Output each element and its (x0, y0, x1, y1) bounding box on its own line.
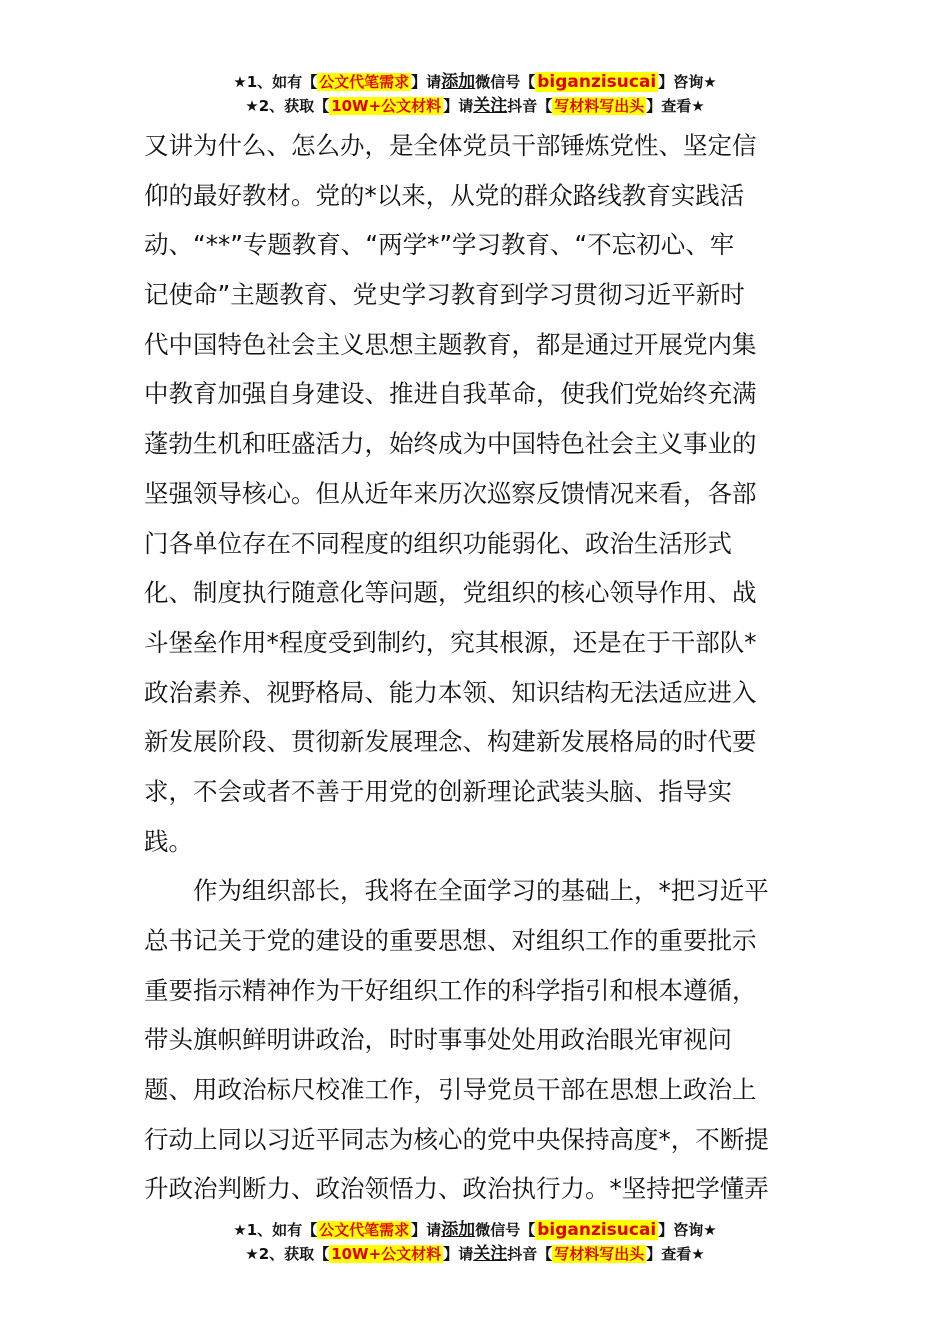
banner-line-2 (0, 1242, 950, 1266)
banner-highlight: 10W+公文材料 (331, 1245, 442, 1263)
banner-highlight: 10W+公文材料 (331, 97, 442, 115)
text-line: 化、制度执行随意化等问题，党组织的核心领导作用、战 (144, 578, 757, 608)
text-line: 记使命”主题教育、党史学习教育到学习贯彻习近平新时 (144, 280, 745, 310)
text-line: 蓬勃生机和旺盛活力，始终成为中国特色社会主义事业的 (144, 429, 757, 459)
banner-text: ★1、如有【 (233, 1221, 318, 1239)
text-line: 中教育加强自身建设、推进自我革命，使我们党始终充满 (144, 379, 757, 409)
text-line: 代中国特色社会主义思想主题教育，都是通过开展党内集 (144, 329, 757, 359)
text-line: 又讲为什么、怎么办，是全体党员干部锤炼党性、坚定信 (144, 131, 757, 160)
banner-text: 】请 (411, 73, 442, 91)
paragraph-1 (144, 121, 808, 866)
banner-underlined: 添加 (441, 72, 476, 92)
banner-text: 】咨询★ (658, 73, 717, 91)
banner-text: 】请 (443, 97, 474, 115)
text-line: 坚强领导核心。但从近年来历次巡察反馈情况来看，各部 (144, 478, 757, 508)
text-line: 新发展阶段、贯彻新发展理念、构建新发展格局的时代要 (144, 727, 757, 757)
banner-highlight-douyin: 写材料写出头 (554, 97, 645, 115)
banner-highlight: 公文代笔需求 (319, 1221, 410, 1239)
banner-line-1 (0, 1218, 950, 1242)
text-line: 带头旗帜鲜明讲政治，时时事事处处用政治眼光审视问 (144, 1025, 732, 1055)
banner-text: ★2、获取【 (245, 97, 330, 115)
banner-text: 】请 (411, 1221, 442, 1239)
banner-text: 微信号【 (475, 73, 536, 91)
footer-banner (0, 1218, 950, 1266)
banner-underlined: 添加 (441, 1220, 476, 1240)
text-line: 动、“**”专题教育、“两学*”学习教育、“不忘初心、牢 (144, 230, 735, 260)
banner-line-2 (0, 94, 950, 118)
banner-text: 】咨询★ (658, 1221, 717, 1239)
banner-text: 抖音【 (507, 1245, 553, 1263)
banner-underlined: 关注 (473, 1244, 508, 1264)
text-line: 门各单位存在不同程度的组织功能弱化、政治生活形式 (144, 528, 732, 558)
text-line: 仰的最好教材。党的*以来，从党的群众路线教育实践活 (144, 180, 745, 210)
text-line: 题、用政治标尺校准工作，引导党员干部在思想上政治上 (144, 1075, 757, 1105)
text-line: 升政治判断力、政治领悟力、政治执行力。*坚持把学懂弄 (144, 1174, 769, 1204)
text-line: 重要指示精神作为干好组织工作的科学指引和根本遵循， (144, 975, 757, 1005)
text-line: 政治素养、视野格局、能力本领、知识结构无法适应进入 (144, 677, 757, 707)
text-line: 总书记关于党的建设的重要思想、对组织工作的重要批示 (144, 926, 757, 955)
header-banner (0, 70, 950, 118)
paragraph-2 (144, 866, 808, 1214)
text-line: 斗堡垒作用*程度受到制约，究其根源，还是在于干部队* (144, 627, 757, 657)
text-line: 求，不会或者不善于用党的创新理论武装头脑、指导实 (144, 776, 732, 806)
banner-underlined: 关注 (473, 96, 508, 116)
text-line: 践。 (144, 826, 193, 856)
text-line: 作为组织部长，我将在全面学习的基础上，*把习近平 (193, 876, 769, 906)
banner-text: 】查看★ (646, 1245, 705, 1263)
banner-text: 】查看★ (646, 97, 705, 115)
banner-highlight-wechat: biganzisucai (537, 1220, 657, 1240)
banner-text: ★2、获取【 (245, 1245, 330, 1263)
banner-highlight: 公文代笔需求 (319, 73, 410, 91)
document-body (144, 121, 808, 1214)
banner-highlight-douyin: 写材料写出头 (554, 1245, 645, 1263)
banner-text: ★1、如有【 (233, 73, 318, 91)
banner-highlight-wechat: biganzisucai (537, 72, 657, 92)
banner-text: 抖音【 (507, 97, 553, 115)
banner-text: 微信号【 (475, 1221, 536, 1239)
banner-text: 】请 (443, 1245, 474, 1263)
banner-line-1 (0, 70, 950, 94)
text-line: 行动上同以习近平同志为核心的党中央保持高度*，不断提 (144, 1124, 769, 1154)
